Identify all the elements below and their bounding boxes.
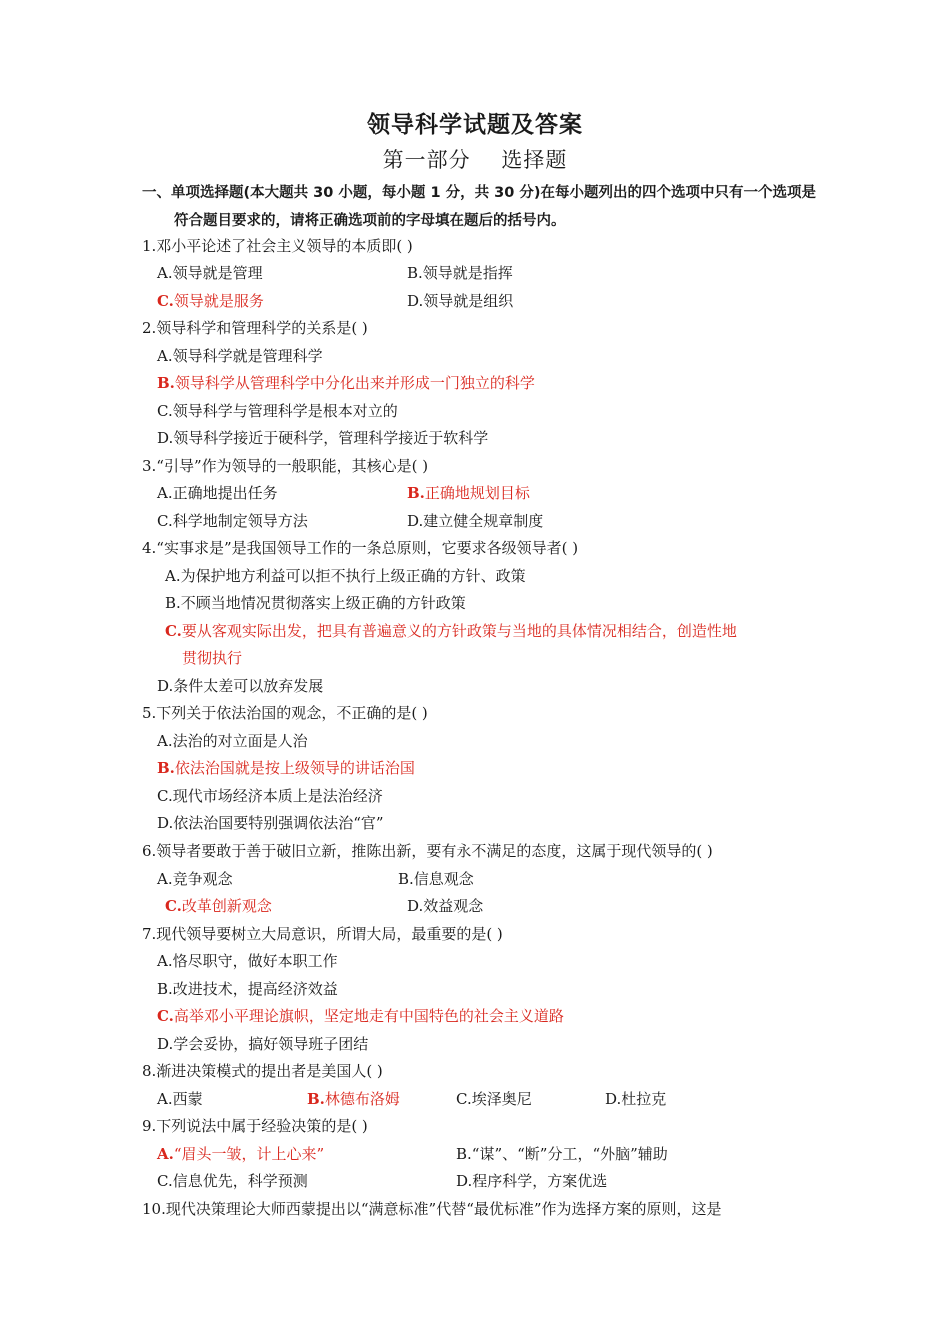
option-letter: D.: [407, 897, 424, 915]
option-text: 领导科学从管理科学中分化出来并形成一门独立的科学: [174, 374, 535, 392]
option-text: 改革创新观念: [181, 897, 272, 915]
option-c: [157, 508, 308, 536]
option-d: [157, 810, 384, 838]
option-text: 高举邓小平理论旗帜，坚定地走有中国特色的社会主义道路: [173, 1007, 564, 1025]
option-text: 埃泽奥尼: [471, 1090, 532, 1108]
option-text: 西蒙: [172, 1090, 203, 1108]
option-text: “眉头一皱，计上心来”: [173, 1145, 325, 1163]
option-a: [157, 1086, 203, 1114]
option-letter: C.: [165, 622, 182, 640]
option-b: [165, 590, 466, 618]
option-letter: D.: [157, 677, 174, 695]
option-d: [407, 288, 513, 316]
option-c: [456, 1086, 532, 1114]
option-letter: A.: [157, 952, 173, 970]
option-text: 不顾当地情况贯彻落实上级正确的方针政策: [180, 594, 466, 612]
option-c: [157, 1168, 308, 1196]
option-letter: D.: [407, 512, 424, 530]
option-letter: C.: [157, 292, 174, 310]
option-text: 信息优先，科学预测: [172, 1172, 308, 1190]
question-stem: 4.“实事求是”是我国领导工作的一条总原则，它要求各级领导者( ): [142, 539, 579, 557]
option-a: [157, 260, 263, 288]
option-letter: A.: [165, 567, 181, 585]
option-text: 领导科学接近于硬科学，管理科学接近于软科学: [173, 429, 489, 447]
option-b-correct: [407, 480, 530, 508]
option-b-correct: [157, 370, 535, 398]
section-instructions: 一、单项选择题(本大题共 30 小题，每小题 1 分，共 30 分)在每小题列出的四个选项中只有一个选项是符合题目要求的，请将正确选项前的字母填在题后的括号内。: [142, 185, 816, 229]
option-c-correct: [165, 893, 272, 921]
option-letter: A.: [157, 870, 173, 888]
option-letter: B.: [165, 594, 181, 612]
option-letter: A.: [157, 264, 173, 282]
option-text: 领导科学与管理科学是根本对立的: [172, 402, 398, 420]
option-letter: B.: [456, 1145, 472, 1163]
option-text: 学会妥协，搞好领导班子团结: [173, 1035, 369, 1053]
option-text: 改进技术，提高经济效益: [172, 980, 338, 998]
option-text: “谋”、“断”分工，“外脑”辅助: [471, 1145, 668, 1163]
option-text: 领导就是服务: [173, 292, 264, 310]
option-c-correct: [157, 288, 264, 316]
question-stem: 1.邓小平论述了社会主义领导的本质即( ): [142, 237, 413, 255]
option-a: [165, 563, 526, 591]
option-letter: A.: [157, 1090, 173, 1108]
option-text: 信息观念: [413, 870, 474, 888]
option-letter: D.: [407, 292, 424, 310]
section-subtitle: 第一部分 选择题: [382, 148, 568, 172]
option-text: 竞争观念: [172, 870, 233, 888]
option-text: 林德布洛姆: [324, 1090, 400, 1108]
option-text: 依法治国要特别强调依法治“官”: [173, 814, 384, 832]
option-letter: D.: [605, 1090, 622, 1108]
option-text: 领导科学就是管理科学: [172, 347, 323, 365]
question-stem: 3.“引导”作为领导的一般职能，其核心是( ): [142, 457, 429, 475]
option-text: 为保护地方利益可以拒不执行上级正确的方针、政策: [180, 567, 526, 585]
option-letter: B.: [157, 759, 175, 777]
option-d: [456, 1168, 607, 1196]
option-text: 法治的对立面是人治: [172, 732, 308, 750]
option-letter: D.: [157, 814, 174, 832]
option-b: [157, 976, 338, 1004]
option-b-correct: [307, 1086, 400, 1114]
option-text: 杜拉克: [621, 1090, 667, 1108]
option-b: [407, 260, 513, 288]
option-letter: C.: [157, 1172, 173, 1190]
option-text: 正确地规划目标: [424, 484, 530, 502]
option-b-correct: [157, 755, 415, 783]
option-letter: A.: [157, 1145, 174, 1163]
option-letter: C.: [157, 1007, 174, 1025]
option-text: 现代市场经济本质上是法治经济: [172, 787, 383, 805]
option-c-continuation: 贯彻执行: [182, 649, 243, 667]
option-a: [157, 866, 233, 894]
option-a-correct: [157, 1141, 324, 1169]
question-stem: 7.现代领导要树立大局意识，所谓大局，最重要的是( ): [142, 925, 503, 943]
option-text: 正确地提出任务: [172, 484, 278, 502]
option-c: [157, 398, 398, 426]
option-d: [157, 673, 323, 701]
option-b: [456, 1141, 668, 1169]
option-letter: B.: [398, 870, 414, 888]
option-letter: A.: [157, 732, 173, 750]
option-text: 依法治国就是按上级领导的讲话治国: [174, 759, 415, 777]
option-letter: C.: [157, 402, 173, 420]
option-letter: C.: [165, 897, 182, 915]
option-text: 科学地制定领导方法: [172, 512, 308, 530]
option-d: [407, 508, 543, 536]
question-stem: 8.渐进决策模式的提出者是美国人( ): [142, 1062, 383, 1080]
option-a: [157, 728, 308, 756]
option-letter: C.: [456, 1090, 472, 1108]
option-c-correct: [157, 1003, 564, 1031]
option-letter: A.: [157, 347, 173, 365]
option-letter: C.: [157, 512, 173, 530]
option-text: 恪尽职守，做好本职工作: [172, 952, 338, 970]
option-text: 领导就是指挥: [422, 264, 513, 282]
option-text: 领导就是管理: [172, 264, 263, 282]
option-d: [157, 425, 488, 453]
page-title: 领导科学试题及答案: [367, 112, 583, 138]
option-text: 条件太差可以放弃发展: [173, 677, 324, 695]
option-letter: D.: [157, 429, 174, 447]
option-a: [157, 480, 278, 508]
option-letter: B.: [307, 1090, 325, 1108]
option-b: [398, 866, 474, 894]
option-text: 建立健全规章制度: [423, 512, 544, 530]
option-letter: C.: [157, 787, 173, 805]
option-c: [157, 783, 383, 811]
option-letter: A.: [157, 484, 173, 502]
option-letter: D.: [157, 1035, 174, 1053]
question-stem: 9.下列说法中属于经验决策的是( ): [142, 1117, 368, 1135]
option-d: [157, 1031, 368, 1059]
option-text: 程序科学，方案优选: [472, 1172, 608, 1190]
option-a: [157, 948, 338, 976]
option-text: 效益观念: [423, 897, 484, 915]
option-letter: B.: [157, 374, 175, 392]
question-stem: 2.领导科学和管理科学的关系是( ): [142, 319, 368, 337]
option-d: [605, 1086, 666, 1114]
question-stem: 6.领导者要敢于善于破旧立新，推陈出新，要有永不满足的态度，这属于现代领导的( ): [142, 842, 713, 860]
option-letter: B.: [407, 484, 425, 502]
question-stem: 5.下列关于依法治国的观念，不正确的是( ): [142, 704, 428, 722]
option-a: [157, 343, 323, 371]
option-letter: B.: [407, 264, 423, 282]
option-letter: B.: [157, 980, 173, 998]
question-stem: 10.现代决策理论大师西蒙提出以“满意标准”代替“最优标准”作为选择方案的原则，这是: [142, 1200, 722, 1218]
option-text: 领导就是组织: [423, 292, 514, 310]
option-d: [407, 893, 483, 921]
option-letter: D.: [456, 1172, 473, 1190]
option-text: 要从客观实际出发，把具有普遍意义的方针政策与当地的具体情况相结合，创造性地: [181, 622, 737, 640]
option-c-correct: [165, 618, 737, 646]
